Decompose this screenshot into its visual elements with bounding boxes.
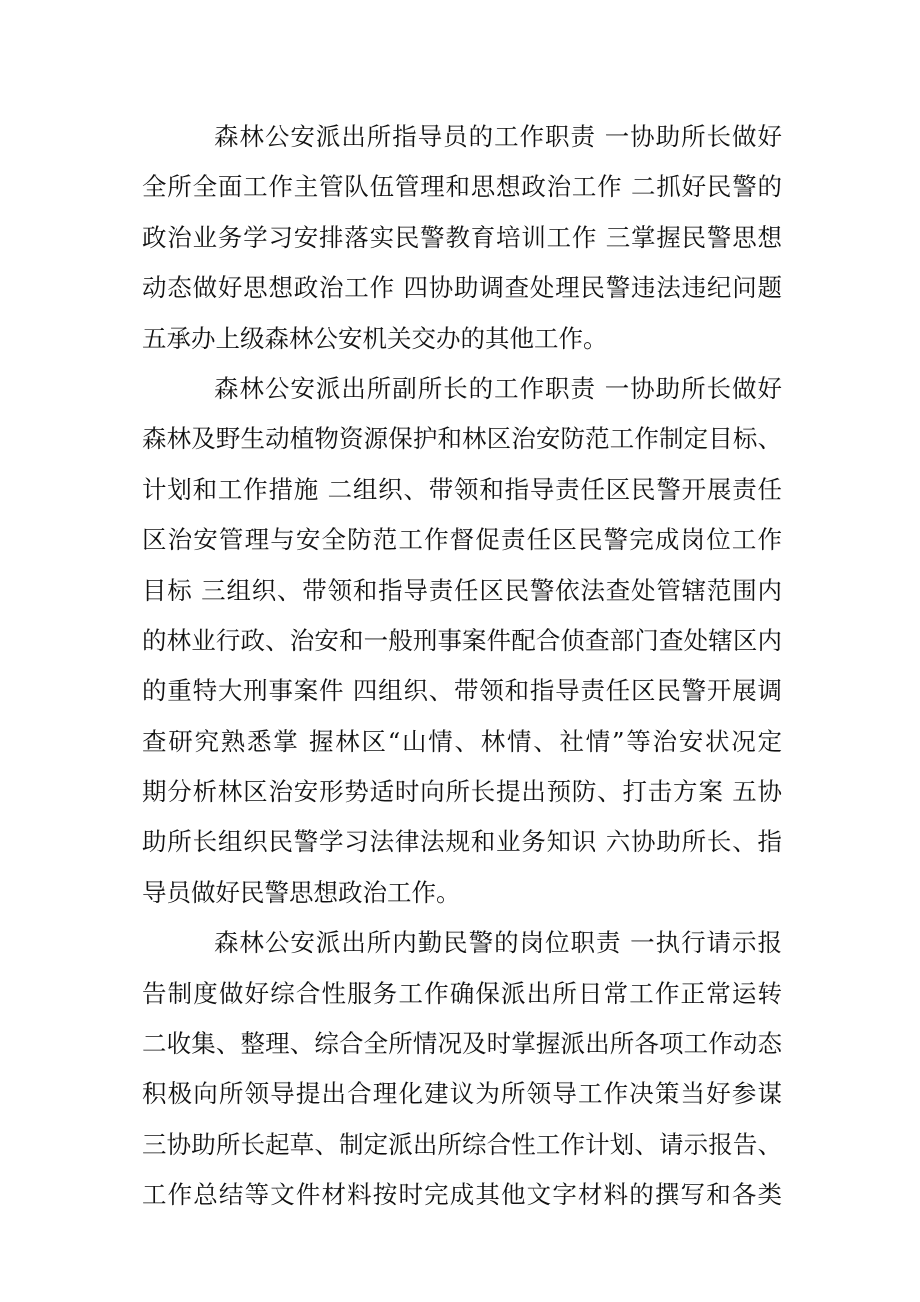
text-line: 计划和工作措施 二组织、带领和指导责任区民警开展责任 <box>142 474 782 504</box>
text-line: 积极向所领导提出合理化建议为所领导工作决策当好参谋 <box>142 1079 782 1109</box>
text-line: 助所长组织民警学习法律法规和业务知识 六协助所长、指 <box>142 827 782 857</box>
text-line: 导员做好民警思想政治工作。 <box>142 877 461 907</box>
text-line: 工作总结等文件材料按时完成其他文字材料的撰写和各类 <box>142 1180 782 1210</box>
text-line: 期分析林区治安形势适时向所长提出预防、打击方案 五协 <box>142 777 782 807</box>
text-line: 森林公安派出所副所长的工作职责 一协助所长做好 <box>214 373 782 403</box>
text-line: 三协助所长起草、制定派出所综合性工作计划、请示报告、 <box>142 1129 782 1159</box>
text-line: 查研究熟悉掌 握林区“山情、林情、社情”等治安状况定 <box>142 726 782 756</box>
text-line: 五承办上级森林公安机关交办的其他工作。 <box>142 323 608 353</box>
text-line: 二收集、整理、综合全所情况及时掌握派出所各项工作动态 <box>142 1029 782 1059</box>
text-line: 森林及野生动植物资源保护和林区治安防范工作制定目标、 <box>142 424 782 454</box>
text-line: 区治安管理与安全防范工作督促责任区民警完成岗位工作 <box>142 525 782 555</box>
document-body <box>142 112 782 1221</box>
text-line: 政治业务学习安排落实民警教育培训工作 三掌握民警思想 <box>142 222 782 252</box>
text-line: 目标 三组织、带领和指导责任区民警依法查处管辖范围内 <box>142 575 782 605</box>
text-line: 森林公安派出所内勤民警的岗位职责 一执行请示报 <box>214 928 782 958</box>
text-line: 动态做好思想政治工作 四协助调查处理民警违法违纪问题 <box>142 273 782 303</box>
text-line: 森林公安派出所指导员的工作职责 一协助所长做好 <box>214 122 782 151</box>
text-line: 的重特大刑事案件 四组织、带领和指导责任区民警开展调 <box>142 676 782 706</box>
text-line: 全所全面工作主管队伍管理和思想政治工作 二抓好民警的 <box>142 172 782 202</box>
text-line: 的林业行政、治安和一般刑事案件配合侦查部门查处辖区内 <box>142 625 782 655</box>
text-line: 告制度做好综合性服务工作确保派出所日常工作正常运转 <box>142 978 782 1008</box>
